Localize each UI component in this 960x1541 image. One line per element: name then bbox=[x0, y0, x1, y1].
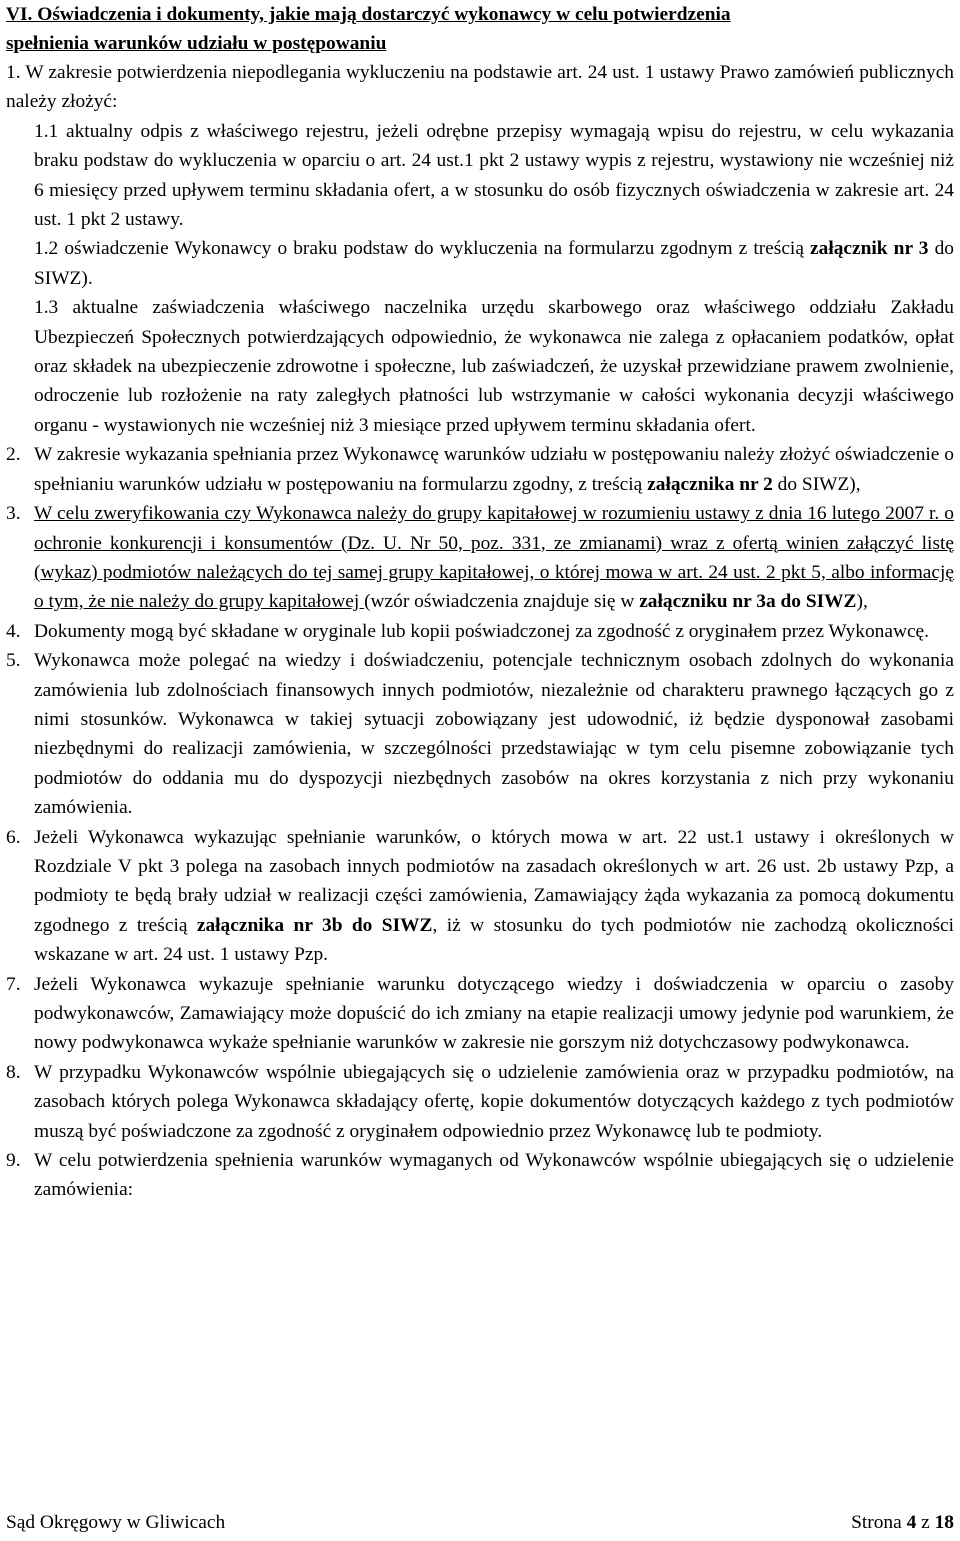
item-2-text-a: W zakresie wykazania spełniania przez Wykonawcę warunków udziału w postępowaniu należy złożyć oświadczenie o spełnianiu warunków udziału w postępowaniu na formularzu zgodny, z treścią bbox=[34, 444, 954, 495]
item-1-1 bbox=[6, 117, 954, 235]
item-5 bbox=[6, 646, 954, 822]
item-3-text-b: ), bbox=[856, 591, 868, 613]
item-1-2-text-b: do SIWZ). bbox=[34, 238, 954, 289]
item-9-number: 9. bbox=[6, 1150, 21, 1172]
item-5-text: Wykonawca może polegać na wiedzy i doświadczeniu, potencjale technicznym osobach zdolnych do wykonania zamówienia lub zdolnościach finansowych innych podmiotów, niezależnie od charakteru prawnego łączących go z nimi stosunków. Wykonawca w takiej sytuacji zobowiązany jest udowodnić, iż będzie dysponował zasobami niezbędnymi do realizacji zamówienia, w szczególności przedstawiając w tym celu pisemne zobowiązanie tych podmiotów do oddania mu do dyspozycji niezbędnych zasobów na okres korzystania z nich przy wykonaniu zamówienia. bbox=[34, 650, 954, 819]
item-1-1-text: aktualny odpis z właściwego rejestru, jeżeli odrębne przepisy wymagają wpisu do rejestru, w celu wykazania braku podstaw do wykluczenia w oparciu o art. 24 ust.1 pkt 2 ustawy wypis z rejestru, wystawiony nie wcześniej niż 6 miesięcy przed upływem terminu składania ofert, a w stosunku do osób fizycznych oświadczenia w zakresie art. 24 ust. 1 pkt 2 ustawy. bbox=[34, 120, 954, 231]
item-1-3-number: 1.3 bbox=[34, 297, 59, 319]
item-3-number: 3. bbox=[6, 503, 21, 525]
item-6-text-a: Jeżeli Wykonawca wykazując spełnianie warunków, o których mowa w art. 22 ust.1 ustawy i określonych w Rozdziale V pkt 3 polega na zasobach innych podmiotów na zasadach określonych w art. 26 ust. 2b ustawy Pzp, a podmioty te będą brały udział w realizacji części zamówienia, Zamawiający żąda wykazania za pomocą dokumentu zgodnego z treścią bbox=[34, 826, 954, 936]
item-8-number: 8. bbox=[6, 1061, 21, 1083]
item-7-number: 7. bbox=[6, 973, 21, 995]
item-3-underlined-text: W celu zweryfikowania czy Wykonawca należy do grupy kapitałowej w rozumieniu ustawy z dnia 16 lutego 2007 r. o ochronie konkurencji i konsumentów (Dz. U. Nr 50, poz. 331, ze zmianami) wraz z ofertą winien załączyć listę (wykaz) podmiotów należących do tej samej grupy kapitałowej, o której mowa w art. 24 ust. 2 pkt 5, albo informację o tym, że nie należy do grupy kapitałowej bbox=[34, 503, 954, 613]
item-3-bold: załączniku nr 3a do SIWZ bbox=[639, 591, 857, 613]
item-8-text: W przypadku Wykonawców wspólnie ubiegających się o udzielenie zamówienia oraz w przypadku podmiotów, na zasobach których polega Wykonawca składający ofertę, kopie dokumentów dotyczących każdego z tych podmiotów muszą być poświadczone za zgodność z oryginałem odpowiednio przez Wykonawcę lub te podmioty. bbox=[34, 1061, 954, 1142]
item-1-text: W zakresie potwierdzenia niepodlegania wykluczeniu na podstawie art. 24 ust. 1 ustawy Prawo zamówień publicznych należy złożyć: bbox=[6, 62, 954, 113]
item-2-number: 2. bbox=[6, 444, 21, 466]
item-1-2-number: 1.2 bbox=[34, 238, 59, 260]
item-1-3-text: aktualne zaświadczenia właściwego naczelnika urzędu skarbowego oraz właściwego oddziału Zakładu Ubezpieczeń Społecznych potwierdzających odpowiednio, że wykonawca nie zalega z opłacaniem podatków, opłat oraz składek na ubezpieczenie zdrowotne i społeczne, lub zaświadczeń, że uzyskał przewidziane prawem zwolnienie, odroczenie lub rozłożenie na raty zaległych płatności lub wstrzymanie w całości wykonania decyzji właściwego organu - wystawionych nie wcześniej niż 3 miesiące przed upływem terminu składania ofert. bbox=[34, 297, 954, 436]
footer-page-number: Strona 4 z 18 bbox=[851, 1512, 954, 1533]
item-3-text-a: (wzór oświadczenia znajduje się w bbox=[364, 591, 640, 613]
item-9-text: W celu potwierdzenia spełnienia warunków wymaganych od Wykonawców wspólnie ubiegających się o udzielenie zamówienia: bbox=[34, 1150, 954, 1201]
item-1 bbox=[6, 58, 954, 117]
item-7 bbox=[6, 970, 954, 1058]
footer-page-current: 4 bbox=[906, 1512, 917, 1533]
item-6-text-b: , iż w stosunku do tych podmiotów nie zachodzą okoliczności wskazane w art. 24 ust. 1 ustawy Pzp. bbox=[34, 914, 954, 966]
item-2 bbox=[6, 440, 954, 499]
item-2-bold: załącznika nr 2 bbox=[647, 473, 773, 495]
item-1-2 bbox=[6, 234, 954, 293]
section-title bbox=[6, 0, 954, 58]
document-page bbox=[6, 0, 954, 1205]
item-8 bbox=[6, 1058, 954, 1146]
section-title-line1: VI. Oświadczenia i dokumenty, jakie mają dostarczyć wykonawcy w celu potwierdzenia bbox=[6, 4, 731, 25]
item-1-2-text-a: oświadczenie Wykonawcy o braku podstaw do wykluczenia na formularzu zgodnym z treścią bbox=[64, 238, 811, 260]
item-4-text: Dokumenty mogą być składane w oryginale lub kopii poświadczonej za zgodność z oryginałem przez Wykonawcę. bbox=[34, 620, 930, 642]
item-5-number: 5. bbox=[6, 650, 21, 672]
item-3 bbox=[6, 499, 954, 617]
footer-court-name: Sąd Okręgowy w Gliwicach bbox=[6, 1512, 226, 1533]
item-1-2-bold: załącznik nr 3 bbox=[810, 238, 929, 260]
item-6-bold: załącznika nr 3b do SIWZ bbox=[196, 914, 433, 936]
item-9 bbox=[6, 1146, 954, 1205]
item-2-text-b: do SIWZ), bbox=[772, 473, 861, 495]
item-1-number: 1. bbox=[6, 62, 21, 83]
item-4-number: 4. bbox=[6, 620, 21, 642]
item-7-text: Jeżeli Wykonawca wykazuje spełnianie warunku dotyczącego wiedzy i doświadczenia w oparciu o zasoby podwykonawców, Zamawiający może dopuścić do ich zmiany na etapie realizacji umowy jedynie pod warunkiem, że nowy podwykonawca wykaże spełnianie warunków w zakresie nie gorszym niż dotychczasowy podwykonawca. bbox=[34, 973, 954, 1054]
item-1-1-number: 1.1 bbox=[34, 120, 59, 142]
section-title-line2: spełnienia warunków udziału w postępowaniu bbox=[6, 33, 387, 54]
item-6 bbox=[6, 823, 954, 970]
footer-page-total: 18 bbox=[934, 1512, 954, 1533]
item-4 bbox=[6, 617, 954, 646]
item-1-3 bbox=[6, 293, 954, 440]
item-6-number: 6. bbox=[6, 826, 21, 848]
